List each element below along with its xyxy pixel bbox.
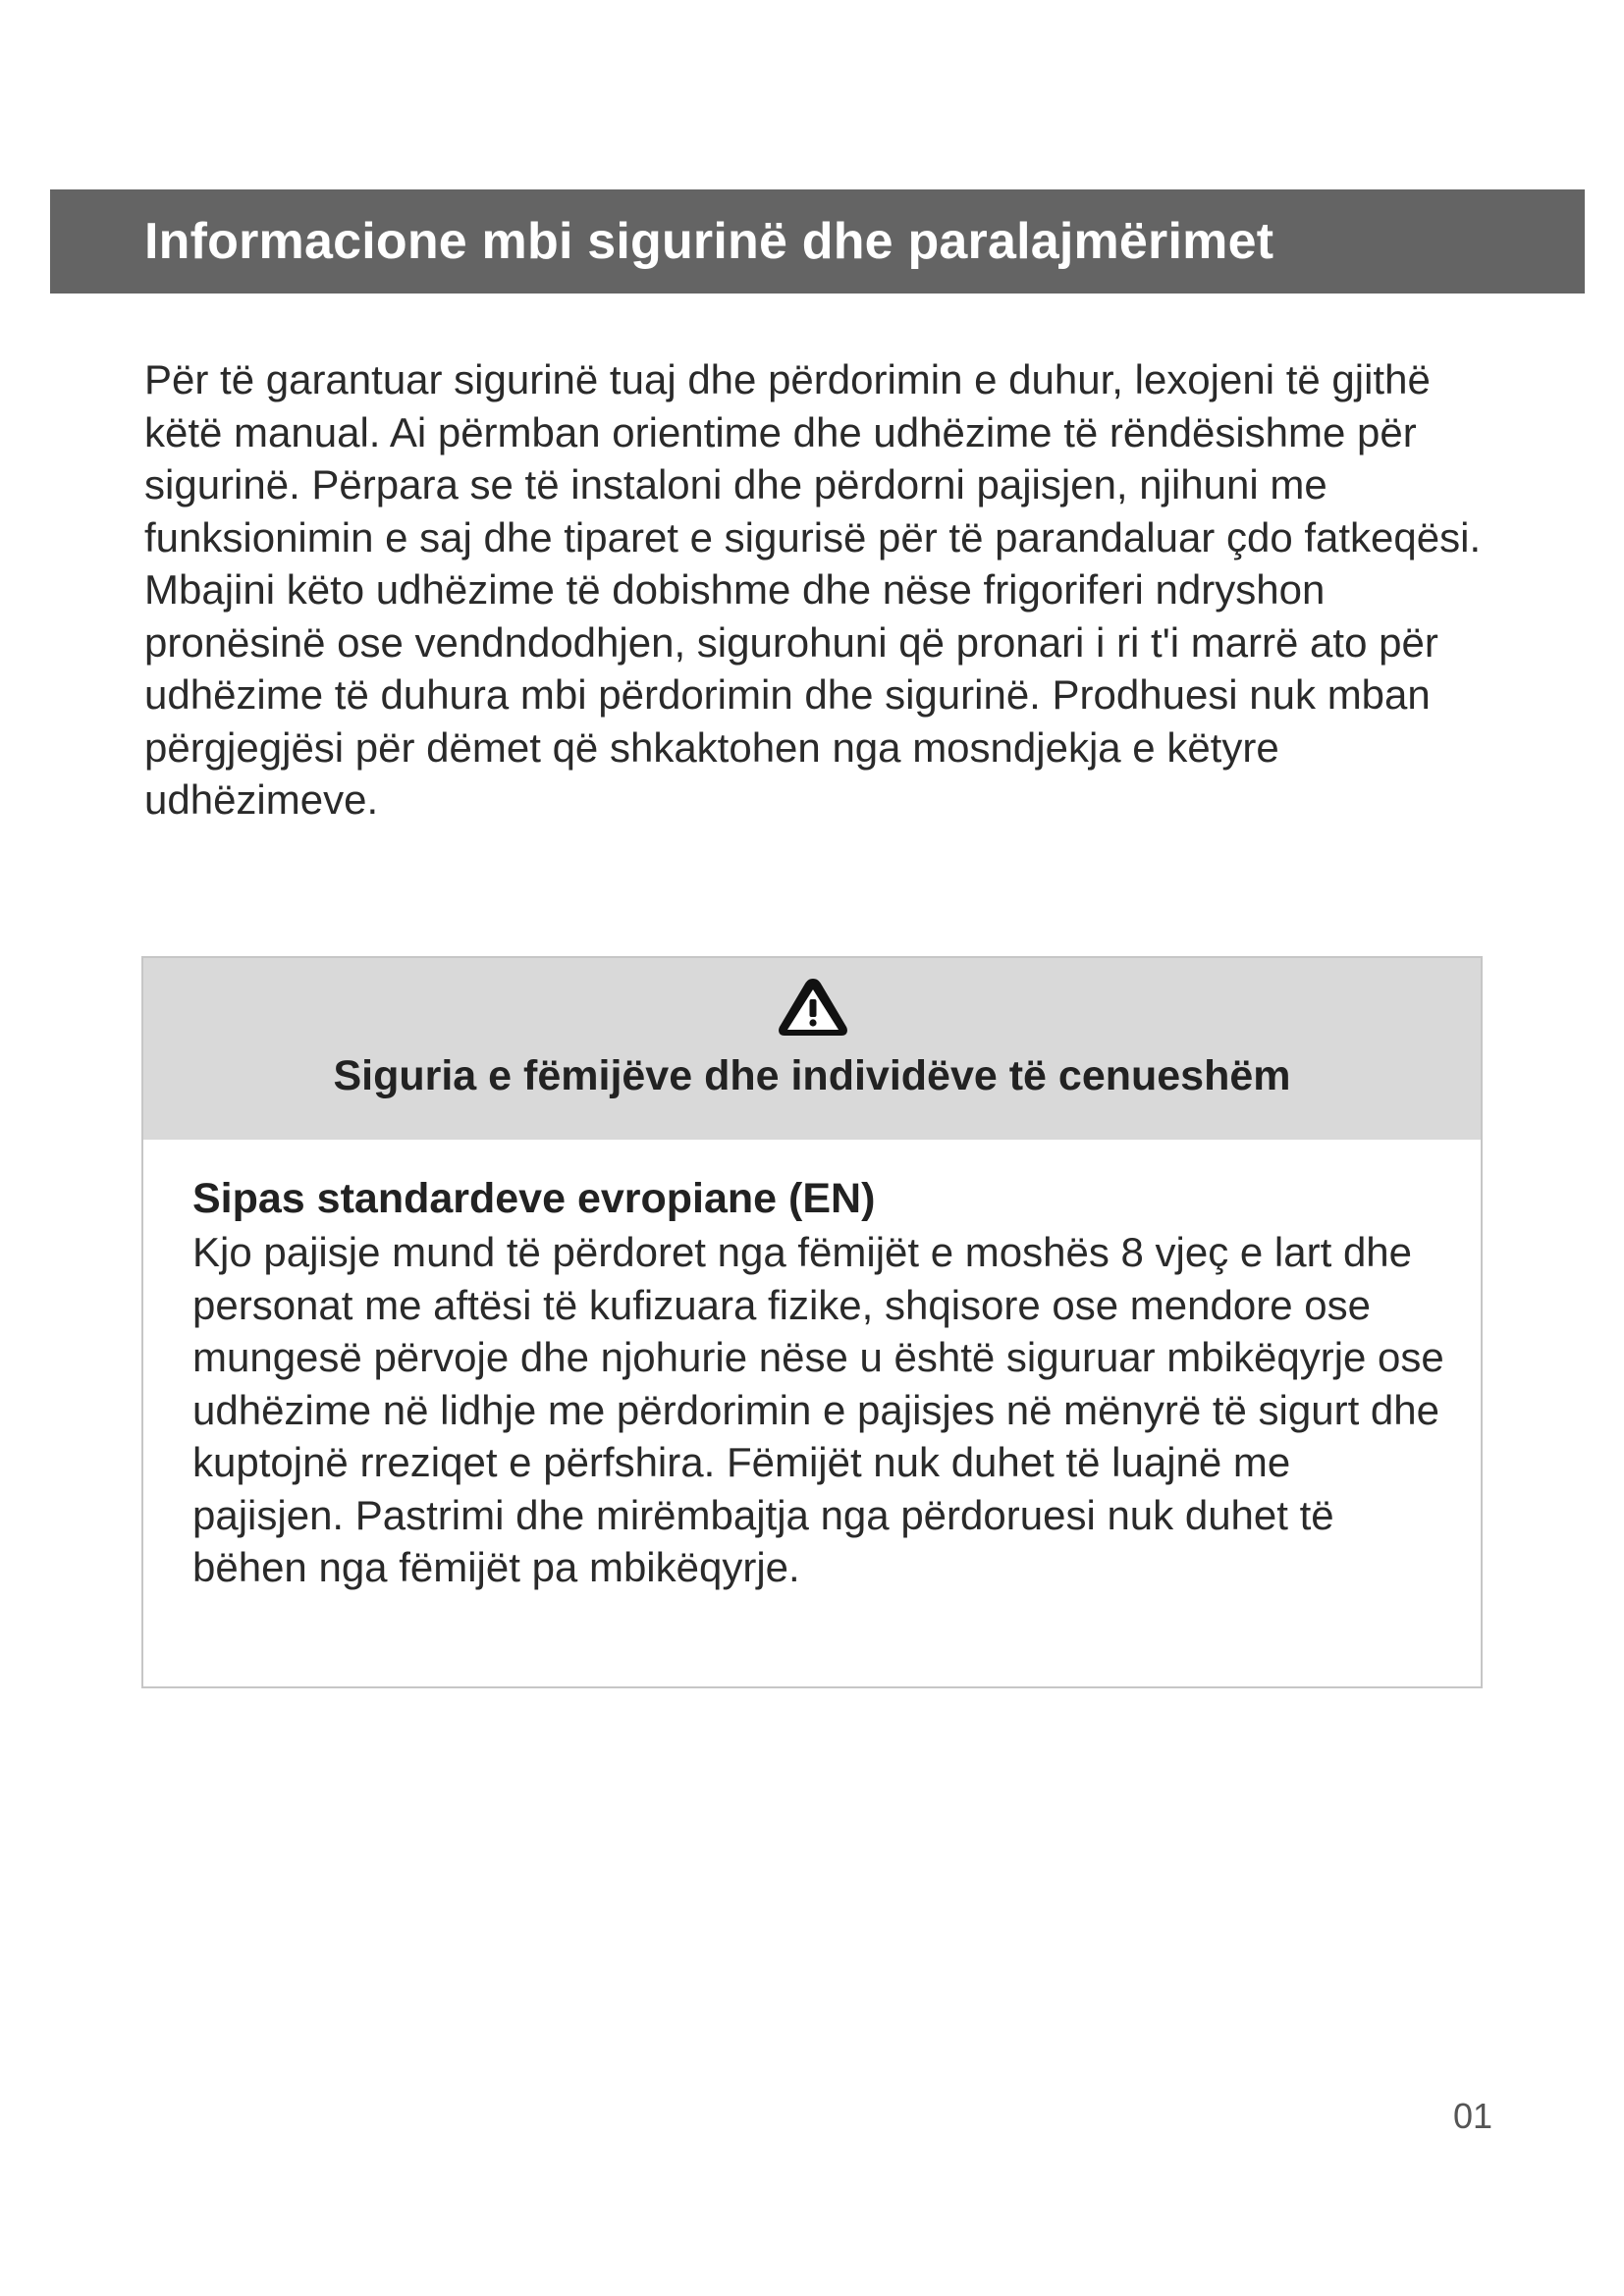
warning-body <box>143 1140 1481 1594</box>
section-title: Informacione mbi sigurinë dhe paralajmërimet <box>144 213 1274 270</box>
warning-triangle-icon <box>776 976 850 1039</box>
warning-subtitle: Sipas standardeve evropiane (EN) <box>192 1175 876 1222</box>
warning-box <box>141 956 1483 1688</box>
warning-title: Siguria e fëmijëve dhe individëve të cenueshëm <box>333 1052 1291 1099</box>
page-number: 01 <box>1452 2096 1492 2136</box>
intro-paragraph: Për të garantuar sigurinë tuaj dhe përdorimin e duhur, lexojeni të gjithë këtë manual. Ai përmban orientime dhe udhëzime të rëndësishme për sigurinë. Përpara se të instaloni dhe përdorni pajisjen, njihuni me funksionimin e saj dhe tiparet e sigurisë për të parandaluar çdo fatkeqësi. Mbajini këto udhëzime të dobishme dhe nëse frigoriferi ndryshon pronësinë ose vendndodhjen, sigurohuni që pronari i ri t'i marrë ato për udhëzime të duhura mbi përdorimin dhe sigurinë. Prodhuesi nuk mban përgjegjësi për dëmet që shkaktohen nga mosndjekja e këtyre udhëzimeve. <box>144 356 1482 823</box>
section-title-bar <box>50 189 1585 294</box>
warning-header <box>143 958 1481 1140</box>
warning-text: Kjo pajisje mund të përdoret nga fëmijët e moshës 8 vjeç e lart dhe personat me aftësi të kufizuara fizike, shqisore ose mendore ose mungesë përvoje dhe njohurie nëse u është siguruar mbikëqyrje ose udhëzime në lidhje me përdorimin e pajisjes në mënyrë të sigurt dhe kuptojnë rreziqet e përfshira. Fëmijët nuk duhet të luajnë me pajisjen. Pastrimi dhe mirëmbajtja nga përdoruesi nuk duhet të bëhen nga fëmijët pa mbikëqyrje. <box>192 1229 1444 1590</box>
